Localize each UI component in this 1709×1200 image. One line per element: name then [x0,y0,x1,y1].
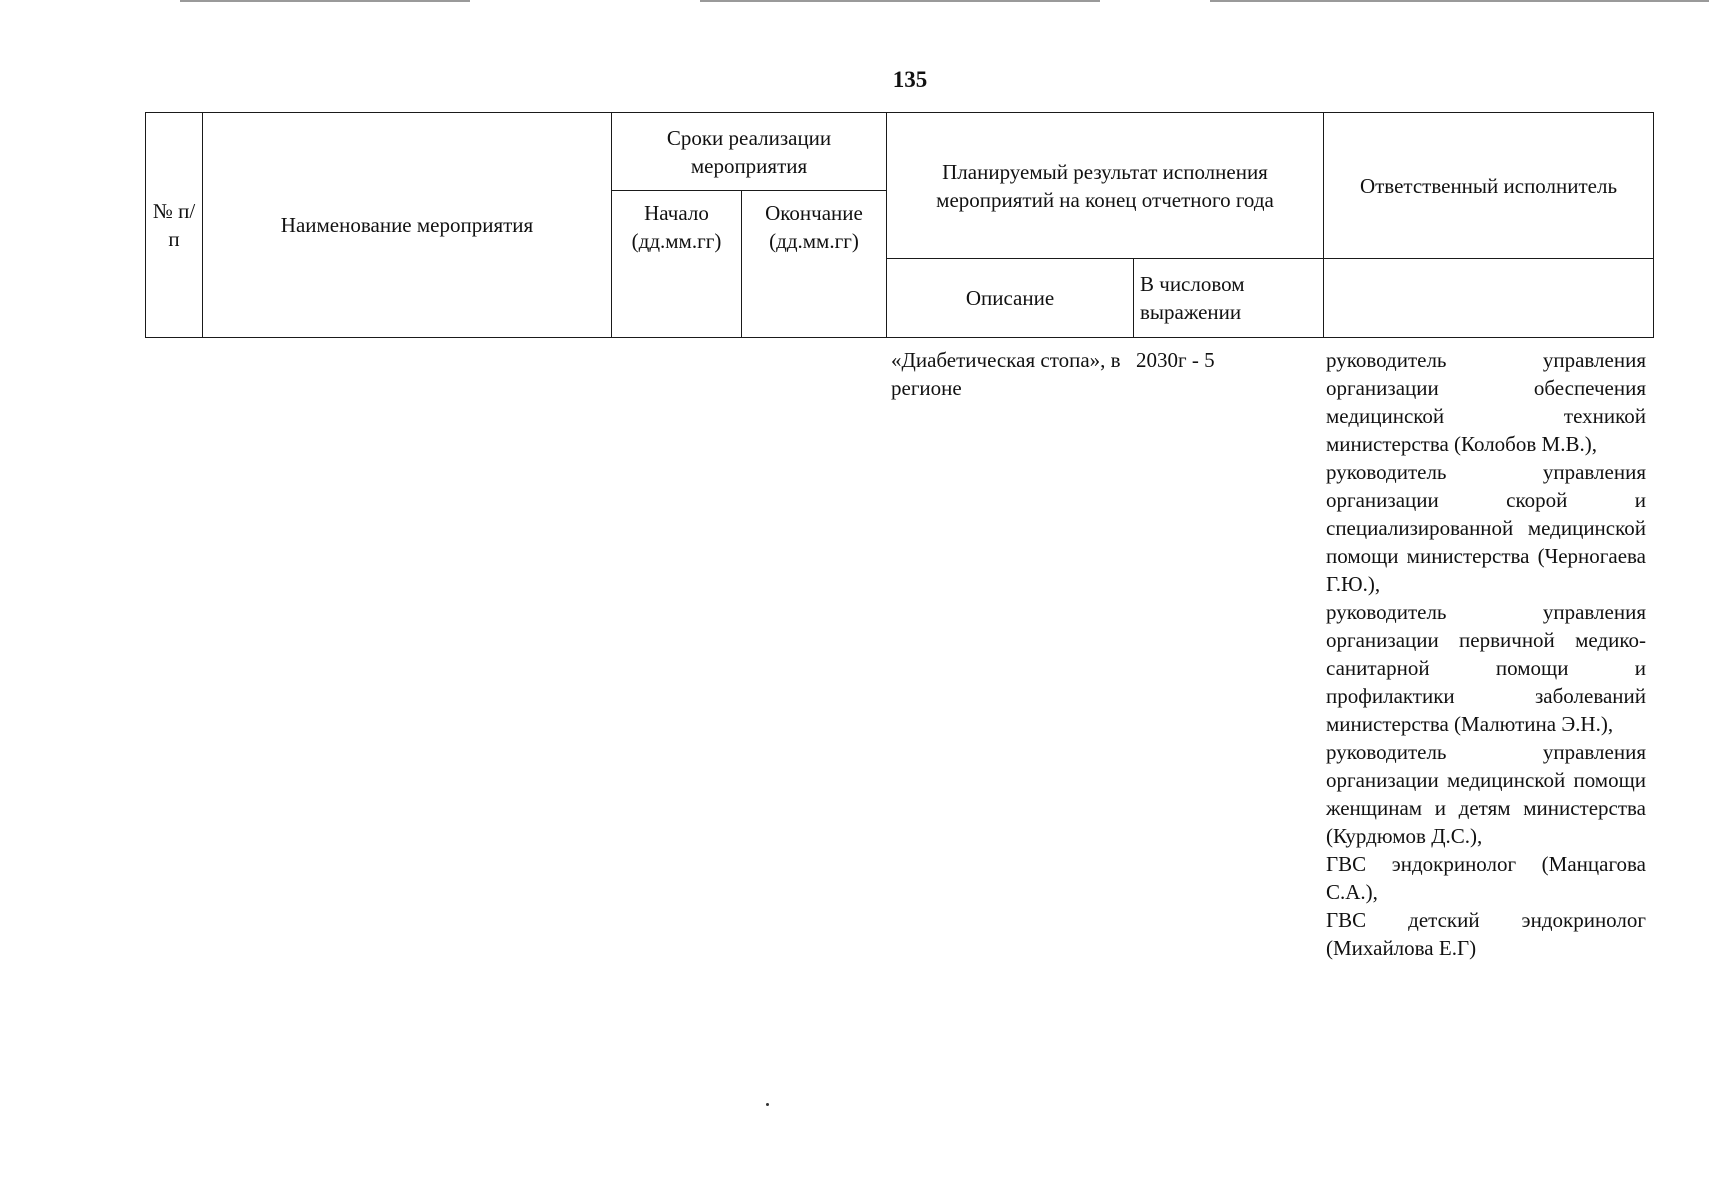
scan-artifact-line [1210,0,1709,2]
responsible-line: руководитель управления организации медицинской помощи женщинам и детям министерства (Курдюмов Д.С.), [1326,740,1646,848]
scan-artifact-line [700,0,1100,2]
header-number: № п/п [146,113,203,338]
responsible-line: ГВС эндокринолог (Манцагова С.А.), [1326,852,1646,904]
header-name: Наименование мероприятия [203,113,612,338]
table-header [145,112,1654,338]
responsible-line: руководитель управления организации обеспечения медицинской техникой министерства (Колобов М.В.), [1326,348,1646,456]
header-description: Описание [887,259,1134,338]
header-responsible: Ответственный исполнитель [1324,113,1654,259]
header-result: Планируемый результат исполнения мероприятий на конец отчетного года [887,113,1324,259]
header-numeric: В числовом выражении [1134,259,1324,338]
header-start: Начало (дд.мм.гг) [612,191,742,338]
row-numeric: 2030г - 5 [1136,348,1215,372]
header-period: Сроки реализации мероприятия [612,113,887,191]
responsible-line: ГВС детский эндокринолог (Михайлова Е.Г) [1326,908,1646,960]
row-responsible [1326,346,1646,962]
scan-speck [766,1103,769,1106]
header-end: Окончание (дд.мм.гг) [742,191,887,338]
header-responsible-empty [1324,259,1654,338]
responsible-line: руководитель управления организации первичной медико-санитарной помощи и профилактики заболеваний министерства (Малютина Э.Н.), [1326,600,1646,736]
scan-artifact-line [180,0,470,2]
responsible-line: руководитель управления организации скорой и специализированной медицинской помощи министерства (Черногаева Г.Ю.), [1326,460,1646,596]
page-number: 135 [892,67,928,92]
row-description: «Диабетическая стопа», в регионе [891,348,1121,400]
